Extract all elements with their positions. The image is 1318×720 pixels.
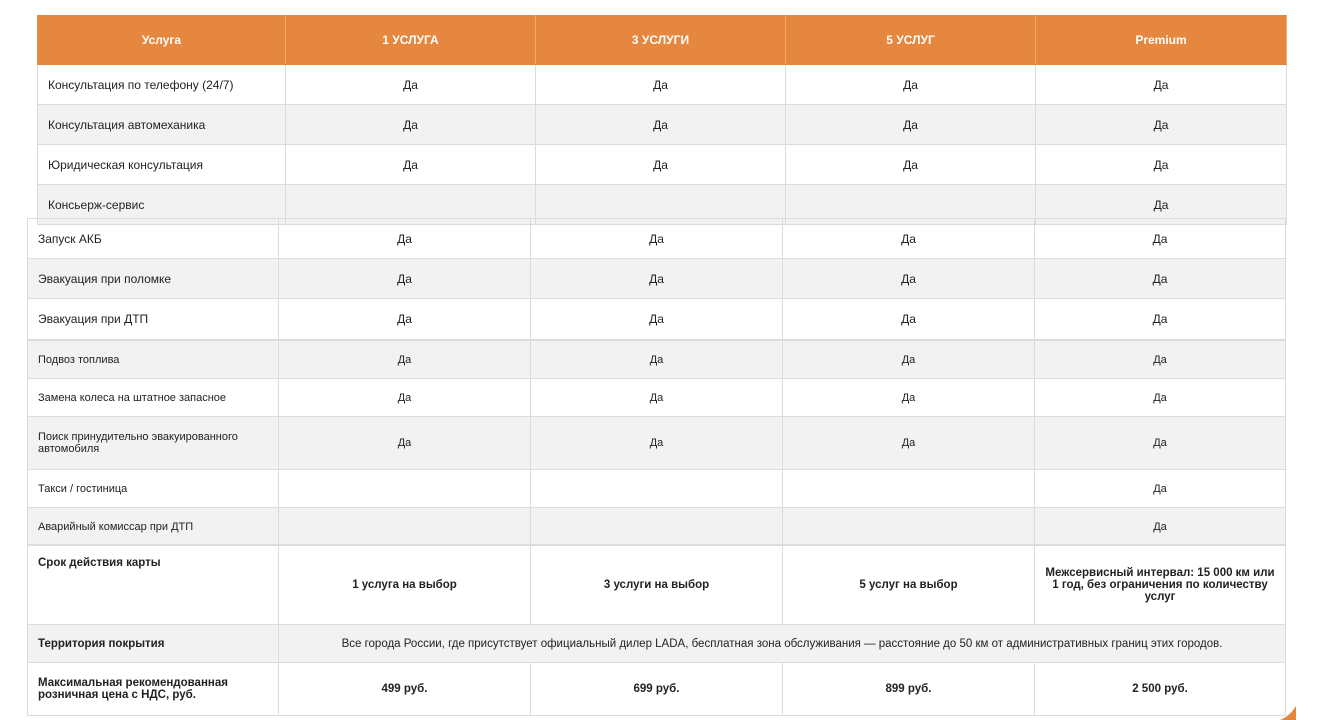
row-value: Да [783, 259, 1035, 299]
row-value: Да [783, 379, 1035, 417]
header-premium: Premium [1036, 16, 1287, 65]
table-row [28, 470, 1286, 508]
row-label: Эвакуация при поломке [28, 259, 279, 299]
validity-value: 1 услуга на выбор [279, 545, 531, 625]
row-label: Подвоз топлива [28, 341, 279, 379]
row-label: Поиск принудительно эвакуированного автомобиля [28, 417, 279, 470]
validity-label: Срок действия карты [28, 545, 279, 625]
validity-row [28, 545, 1286, 625]
validity-value-premium: Межсервисный интервал: 15 000 км или 1 год, без ограничения по количеству услуг [1035, 545, 1286, 625]
row-value: Да [531, 379, 783, 417]
row-value: Да [531, 299, 783, 340]
row-value: Да [1035, 341, 1286, 379]
header-service: Услуга [38, 16, 286, 65]
row-value: Да [279, 219, 531, 259]
validity-value: 5 услуг на выбор [783, 545, 1035, 625]
validity-value: 3 услуги на выбор [531, 545, 783, 625]
row-value [783, 470, 1035, 508]
row-label: Юридическая консультация [38, 145, 286, 185]
row-value: Да [786, 145, 1036, 185]
row-value: Да [531, 259, 783, 299]
table-row [28, 508, 1286, 546]
row-value: Да [1036, 145, 1287, 185]
row-label: Аварийный комиссар при ДТП [28, 508, 279, 546]
row-value: Да [1035, 470, 1286, 508]
row-value [279, 508, 531, 546]
row-value: Да [536, 65, 786, 105]
price-value: 699 руб. [531, 663, 783, 716]
row-value: Да [531, 417, 783, 470]
coverage-text: Все города России, где присутствует официальный дилер LADA, бесплатная зона обслуживания — расстояние до 50 км от административных границ этих городов. [279, 625, 1286, 663]
row-value: Да [279, 379, 531, 417]
row-value: Да [531, 219, 783, 259]
row-label: Консультация автомеханика [38, 105, 286, 145]
table-row [38, 145, 1287, 185]
row-value: Да [1036, 185, 1287, 225]
row-value: Да [1035, 379, 1286, 417]
services-table-summary [27, 544, 1286, 716]
row-value: Да [1035, 299, 1286, 340]
price-value: 2 500 руб. [1035, 663, 1286, 716]
row-value: Да [536, 105, 786, 145]
row-value: Да [286, 105, 536, 145]
header-1-service: 1 УСЛУГА [286, 16, 536, 65]
row-value [783, 508, 1035, 546]
row-value: Да [786, 105, 1036, 145]
row-label: Запуск АКБ [28, 219, 279, 259]
price-value: 899 руб. [783, 663, 1035, 716]
table-row [38, 65, 1287, 105]
row-value: Да [1035, 417, 1286, 470]
table-row [28, 259, 1286, 299]
row-value: Да [286, 65, 536, 105]
row-label: Такси / гостиница [28, 470, 279, 508]
row-value: Да [1036, 65, 1287, 105]
table-row [28, 219, 1286, 259]
coverage-row [28, 625, 1286, 663]
table-row [38, 105, 1287, 145]
row-value: Да [1035, 508, 1286, 546]
row-value: Да [1035, 219, 1286, 259]
row-value [531, 508, 783, 546]
row-value: Да [531, 341, 783, 379]
services-table-middle [27, 218, 1286, 340]
row-value: Да [279, 259, 531, 299]
row-value: Да [783, 417, 1035, 470]
coverage-label: Территория покрытия [28, 625, 279, 663]
scroll-to-top-button[interactable] [1280, 706, 1296, 720]
row-value [279, 470, 531, 508]
price-label: Максимальная рекомендованная розничная цена с НДС, руб. [28, 663, 279, 716]
row-value: Да [279, 341, 531, 379]
row-value: Да [536, 145, 786, 185]
row-label: Консультация по телефону (24/7) [38, 65, 286, 105]
header-3-services: 3 УСЛУГИ [536, 16, 786, 65]
header-5-services: 5 УСЛУГ [786, 16, 1036, 65]
row-label: Консьерж-сервис [38, 185, 286, 225]
row-value: Да [279, 417, 531, 470]
table-row [28, 341, 1286, 379]
table-row [28, 417, 1286, 470]
row-value: Да [279, 299, 531, 340]
services-table-lower [27, 340, 1286, 546]
row-value [531, 470, 783, 508]
row-value: Да [786, 65, 1036, 105]
row-value: Да [286, 145, 536, 185]
services-table-top [37, 15, 1287, 225]
table-header-row [38, 16, 1287, 65]
row-value: Да [1035, 259, 1286, 299]
price-value: 499 руб. [279, 663, 531, 716]
row-label: Эвакуация при ДТП [28, 299, 279, 340]
row-value: Да [783, 299, 1035, 340]
row-value: Да [783, 219, 1035, 259]
table-row [28, 379, 1286, 417]
row-value: Да [783, 341, 1035, 379]
row-label: Замена колеса на штатное запасное [28, 379, 279, 417]
price-row [28, 663, 1286, 716]
table-row [28, 299, 1286, 340]
row-value: Да [1036, 105, 1287, 145]
